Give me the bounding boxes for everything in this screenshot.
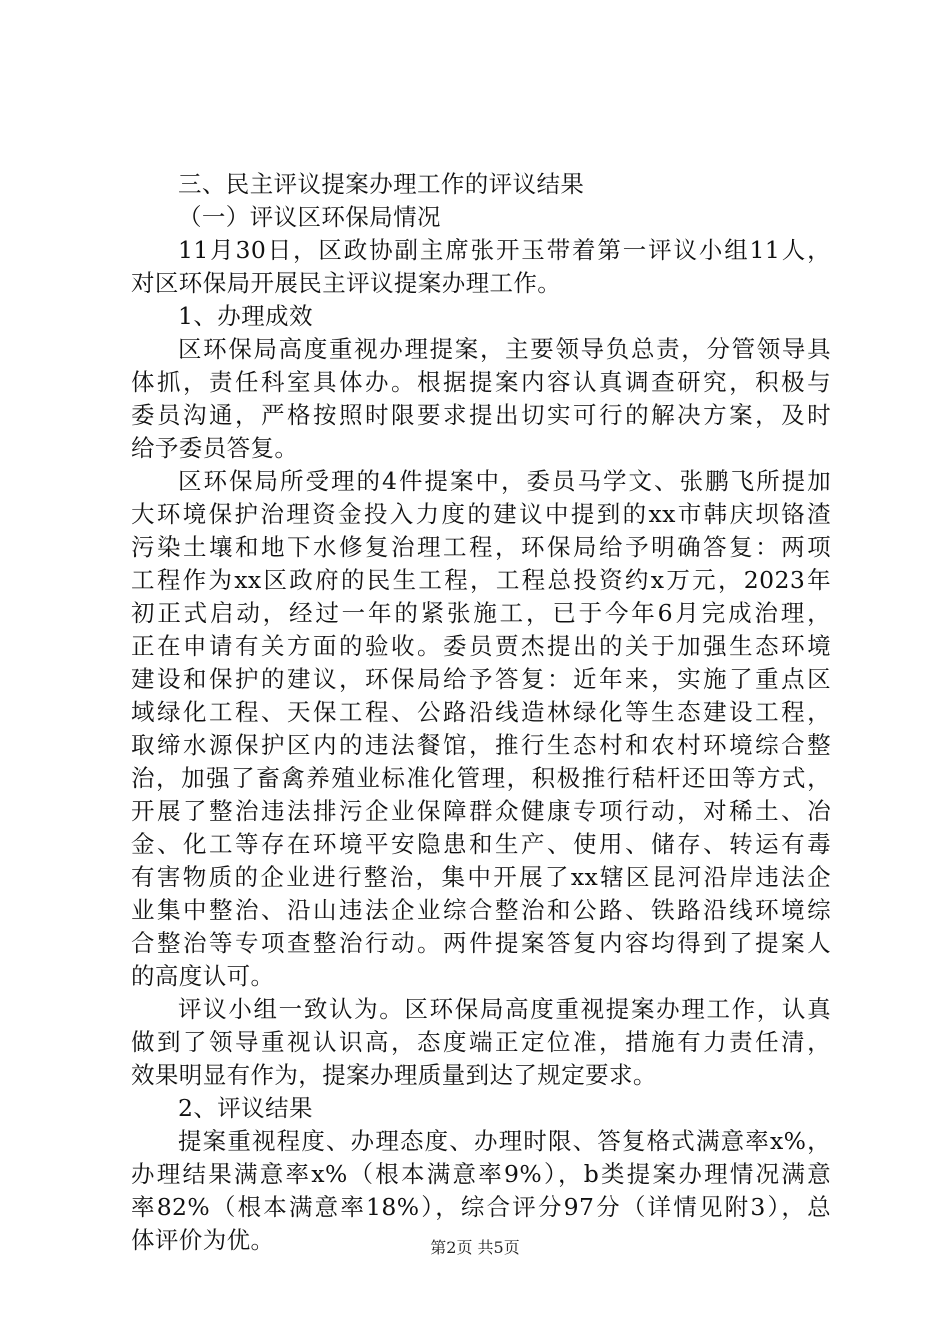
text-line: 2、评议结果 <box>178 1094 313 1122</box>
text-line: 11月30日，区政协副主席张开玉带着第一评议小组11人， <box>178 236 831 264</box>
text-line: 1、办理成效 <box>178 302 313 330</box>
text-line: 工程作为xx区政府的民生工程，工程总投资约x万元，2023年 <box>131 566 831 594</box>
text-line: 提案重视程度、办理态度、办理时限、答复格式满意率x%， <box>178 1127 831 1155</box>
text-line: 大环境保护治理资金投入力度的建议中提到的xx市韩庆坝铬渣 <box>131 500 831 528</box>
text-line: （一）评议区环保局情况 <box>178 203 441 231</box>
text-line: 域绿化工程、天保工程、公路沿线造林绿化等生态建设工程， <box>131 698 831 726</box>
text-line: 区环保局所受理的4件提案中，委员马学文、张鹏飞所提加 <box>178 467 831 495</box>
page-footer: 第2页 共5页 <box>430 1238 520 1257</box>
text-line: 办理结果满意率x%（根本满意率9%），b类提案办理情况满意 <box>131 1160 831 1188</box>
text-line: 治，加强了畜禽养殖业标准化管理，积极推行秸杆还田等方式， <box>131 764 831 792</box>
text-line: 效果明显有作为，提案办理质量到达了规定要求。 <box>131 1061 657 1089</box>
text-line: 金、化工等存在环境平安隐患和生产、使用、储存、转运有毒 <box>131 830 831 858</box>
text-line: 三、民主评议提案办理工作的评议结果 <box>178 170 585 198</box>
text-line: 开展了整治违法排污企业保障群众健康专项行动，对稀土、冶 <box>131 797 831 825</box>
text-line: 建设和保护的建议，环保局给予答复：近年来，实施了重点区 <box>131 665 831 693</box>
text-line: 给予委员答复。 <box>131 434 299 462</box>
text-line: 对区环保局开展民主评议提案办理工作。 <box>131 269 562 297</box>
text-line: 污染土壤和地下水修复治理工程，环保局给予明确答复：两项 <box>131 533 831 561</box>
text-line: 的高度认可。 <box>131 962 275 990</box>
text-line: 评议小组一致认为。区环保局高度重视提案办理工作，认真 <box>178 995 831 1023</box>
text-line: 取缔水源保护区内的违法餐馆，推行生态村和农村环境综合整 <box>131 731 831 759</box>
text-line: 正在申请有关方面的验收。委员贾杰提出的关于加强生态环境 <box>131 632 831 660</box>
document-body <box>131 168 831 1257</box>
text-line: 初正式启动，经过一年的紧张施工，已于今年6月完成治理， <box>131 599 831 627</box>
text-line: 体评价为优。 <box>131 1226 275 1254</box>
text-line: 业集中整治、沿山违法企业综合整治和公路、铁路沿线环境综 <box>131 896 831 924</box>
text-line: 率82%（根本满意率18%），综合评分97分（详情见附3），总 <box>131 1193 831 1221</box>
text-line: 委员沟通，严格按照时限要求提出切实可行的解决方案，及时 <box>131 401 831 429</box>
text-line: 合整治等专项查整治行动。两件提案答复内容均得到了提案人 <box>131 929 831 957</box>
text-line: 区环保局高度重视办理提案，主要领导负总责，分管领导具 <box>178 335 831 363</box>
text-line: 体抓，责任科室具体办。根据提案内容认真调查研究，积极与 <box>131 368 831 396</box>
text-line: 做到了领导重视认识高，态度端正定位准，措施有力责任清， <box>131 1028 831 1056</box>
text-line: 有害物质的企业进行整治，集中开展了xx辖区昆河沿岸违法企 <box>131 863 831 891</box>
